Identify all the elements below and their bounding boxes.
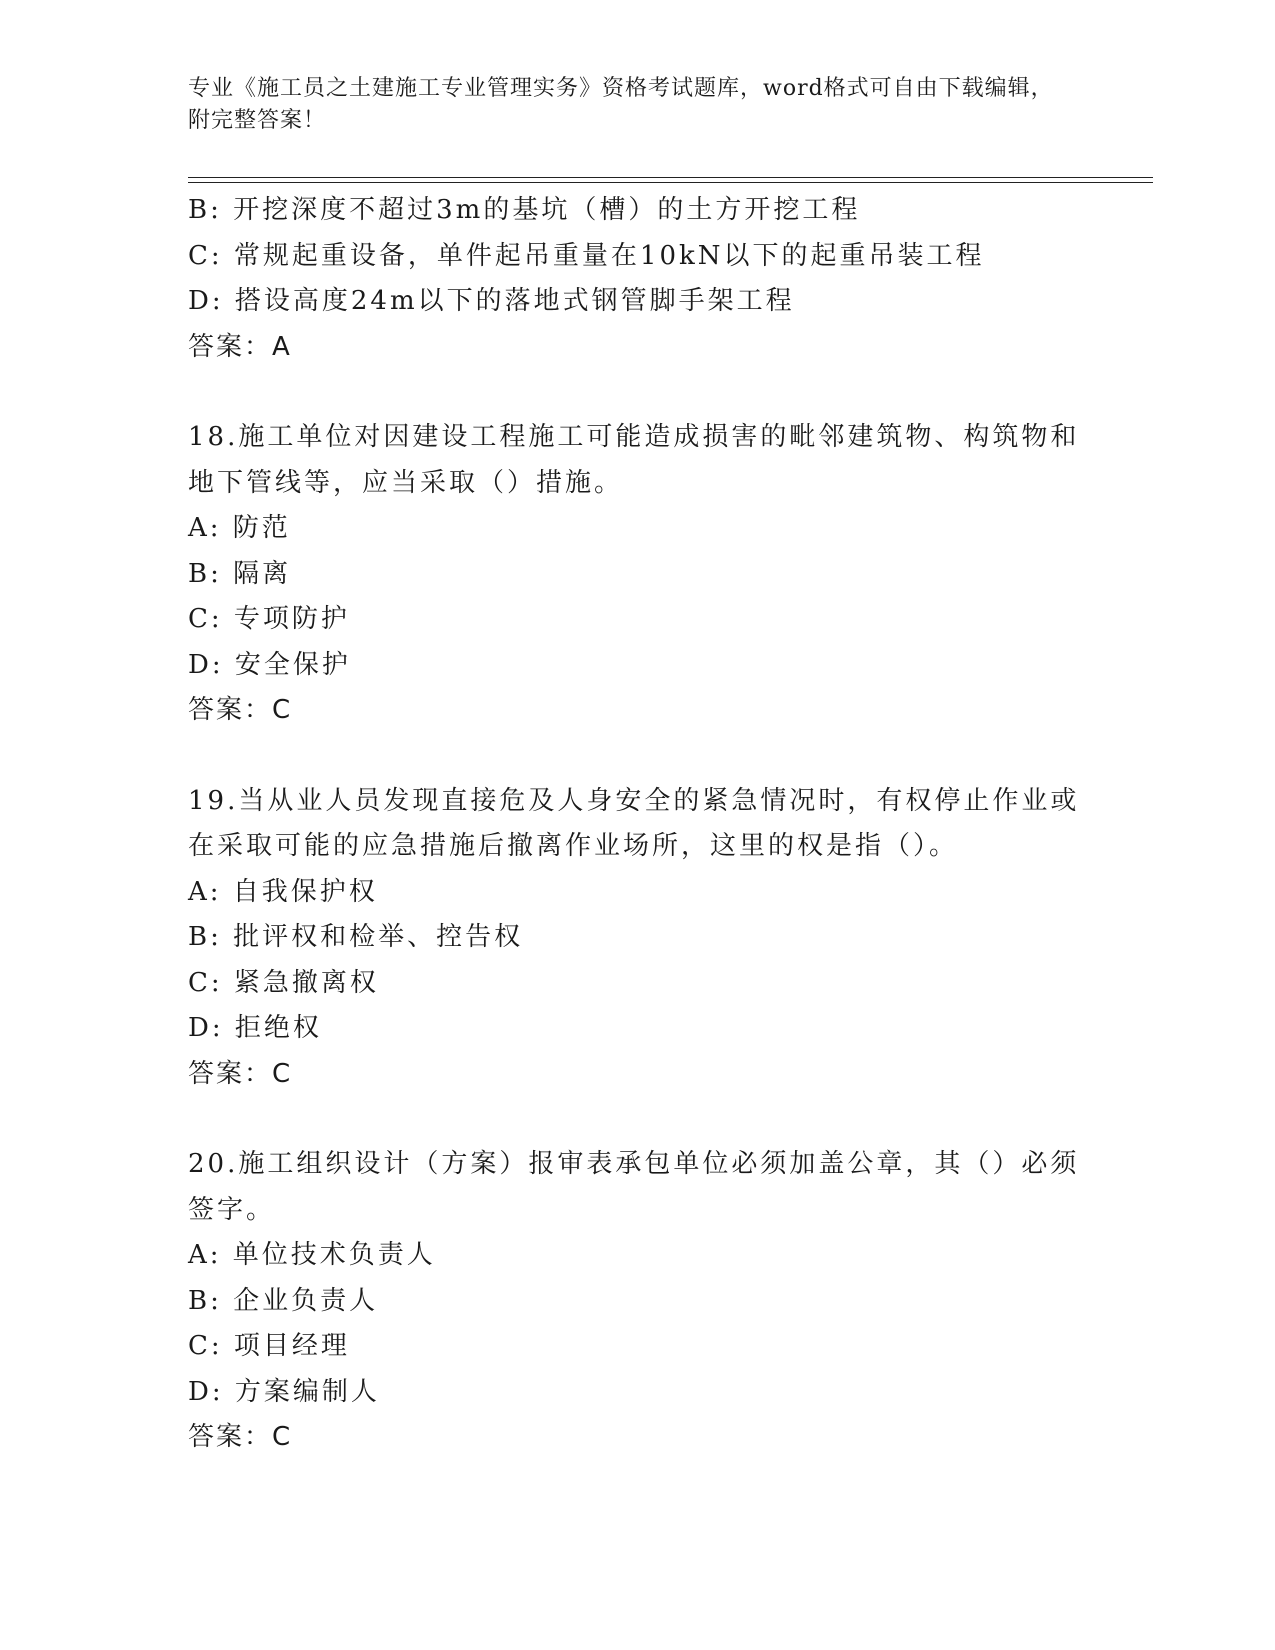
question-text-line: 在采取可能的应急措施后撤离作业场所，这里的权是指（）。 (188, 831, 959, 861)
answer: 答案：C (188, 695, 293, 725)
option-d: D: 安全保护 (188, 649, 351, 680)
question-19 (188, 779, 1088, 1098)
answer: 答案：C (188, 1422, 293, 1452)
option-b: B: 隔离 (188, 558, 292, 589)
option-c: C: 常规起重设备，单件起吊重量在10kN以下的起重吊装工程 (188, 240, 985, 271)
question-list (188, 188, 1088, 1461)
question-18 (188, 415, 1088, 734)
question-text-line: 地下管线等，应当采取（）措施。 (188, 467, 624, 498)
option-c: C: 专项防护 (188, 604, 350, 634)
option-b: B: 批评权和检举、控告权 (188, 922, 524, 952)
option-b: B: 企业负责人 (188, 1285, 379, 1316)
option-d: D: 方案编制人 (188, 1376, 380, 1407)
question-text-line: 19.当从业人员发现直接危及人身安全的紧急情况时，有权停止作业或 (188, 785, 1080, 816)
question-text-line: 18.施工单位对因建设工程施工可能造成损害的毗邻建筑物、构筑物和 (188, 422, 1080, 452)
option-c: C: 紧急撤离权 (188, 967, 379, 998)
header-divider-top (188, 177, 1153, 178)
answer: 答案：A (188, 331, 292, 362)
option-a: A: 单位技术负责人 (188, 1240, 436, 1270)
answer: 答案：C (188, 1058, 293, 1089)
question-text-line: 20.施工组织设计（方案）报审表承包单位必须加盖公章，其（）必须 (188, 1149, 1080, 1179)
header-divider-bottom (188, 182, 1153, 183)
option-b: B: 开挖深度不超过3m的基坑（槽）的土方开挖工程 (188, 195, 861, 225)
partial-question (188, 188, 1088, 370)
option-d: D: 拒绝权 (188, 1013, 322, 1043)
question-20 (188, 1142, 1088, 1461)
document-header: 专业《施工员之土建施工专业管理实务》资格考试题库，word格式可自由下载编辑，附完整答案！ (188, 76, 1054, 133)
question-text-line: 签字。 (188, 1194, 276, 1225)
option-a: A: 防范 (188, 513, 291, 543)
option-c: C: 项目经理 (188, 1331, 350, 1361)
option-d: D: 搭设高度24m以下的落地式钢管脚手架工程 (188, 286, 795, 316)
option-a: A: 自我保护权 (188, 876, 378, 907)
